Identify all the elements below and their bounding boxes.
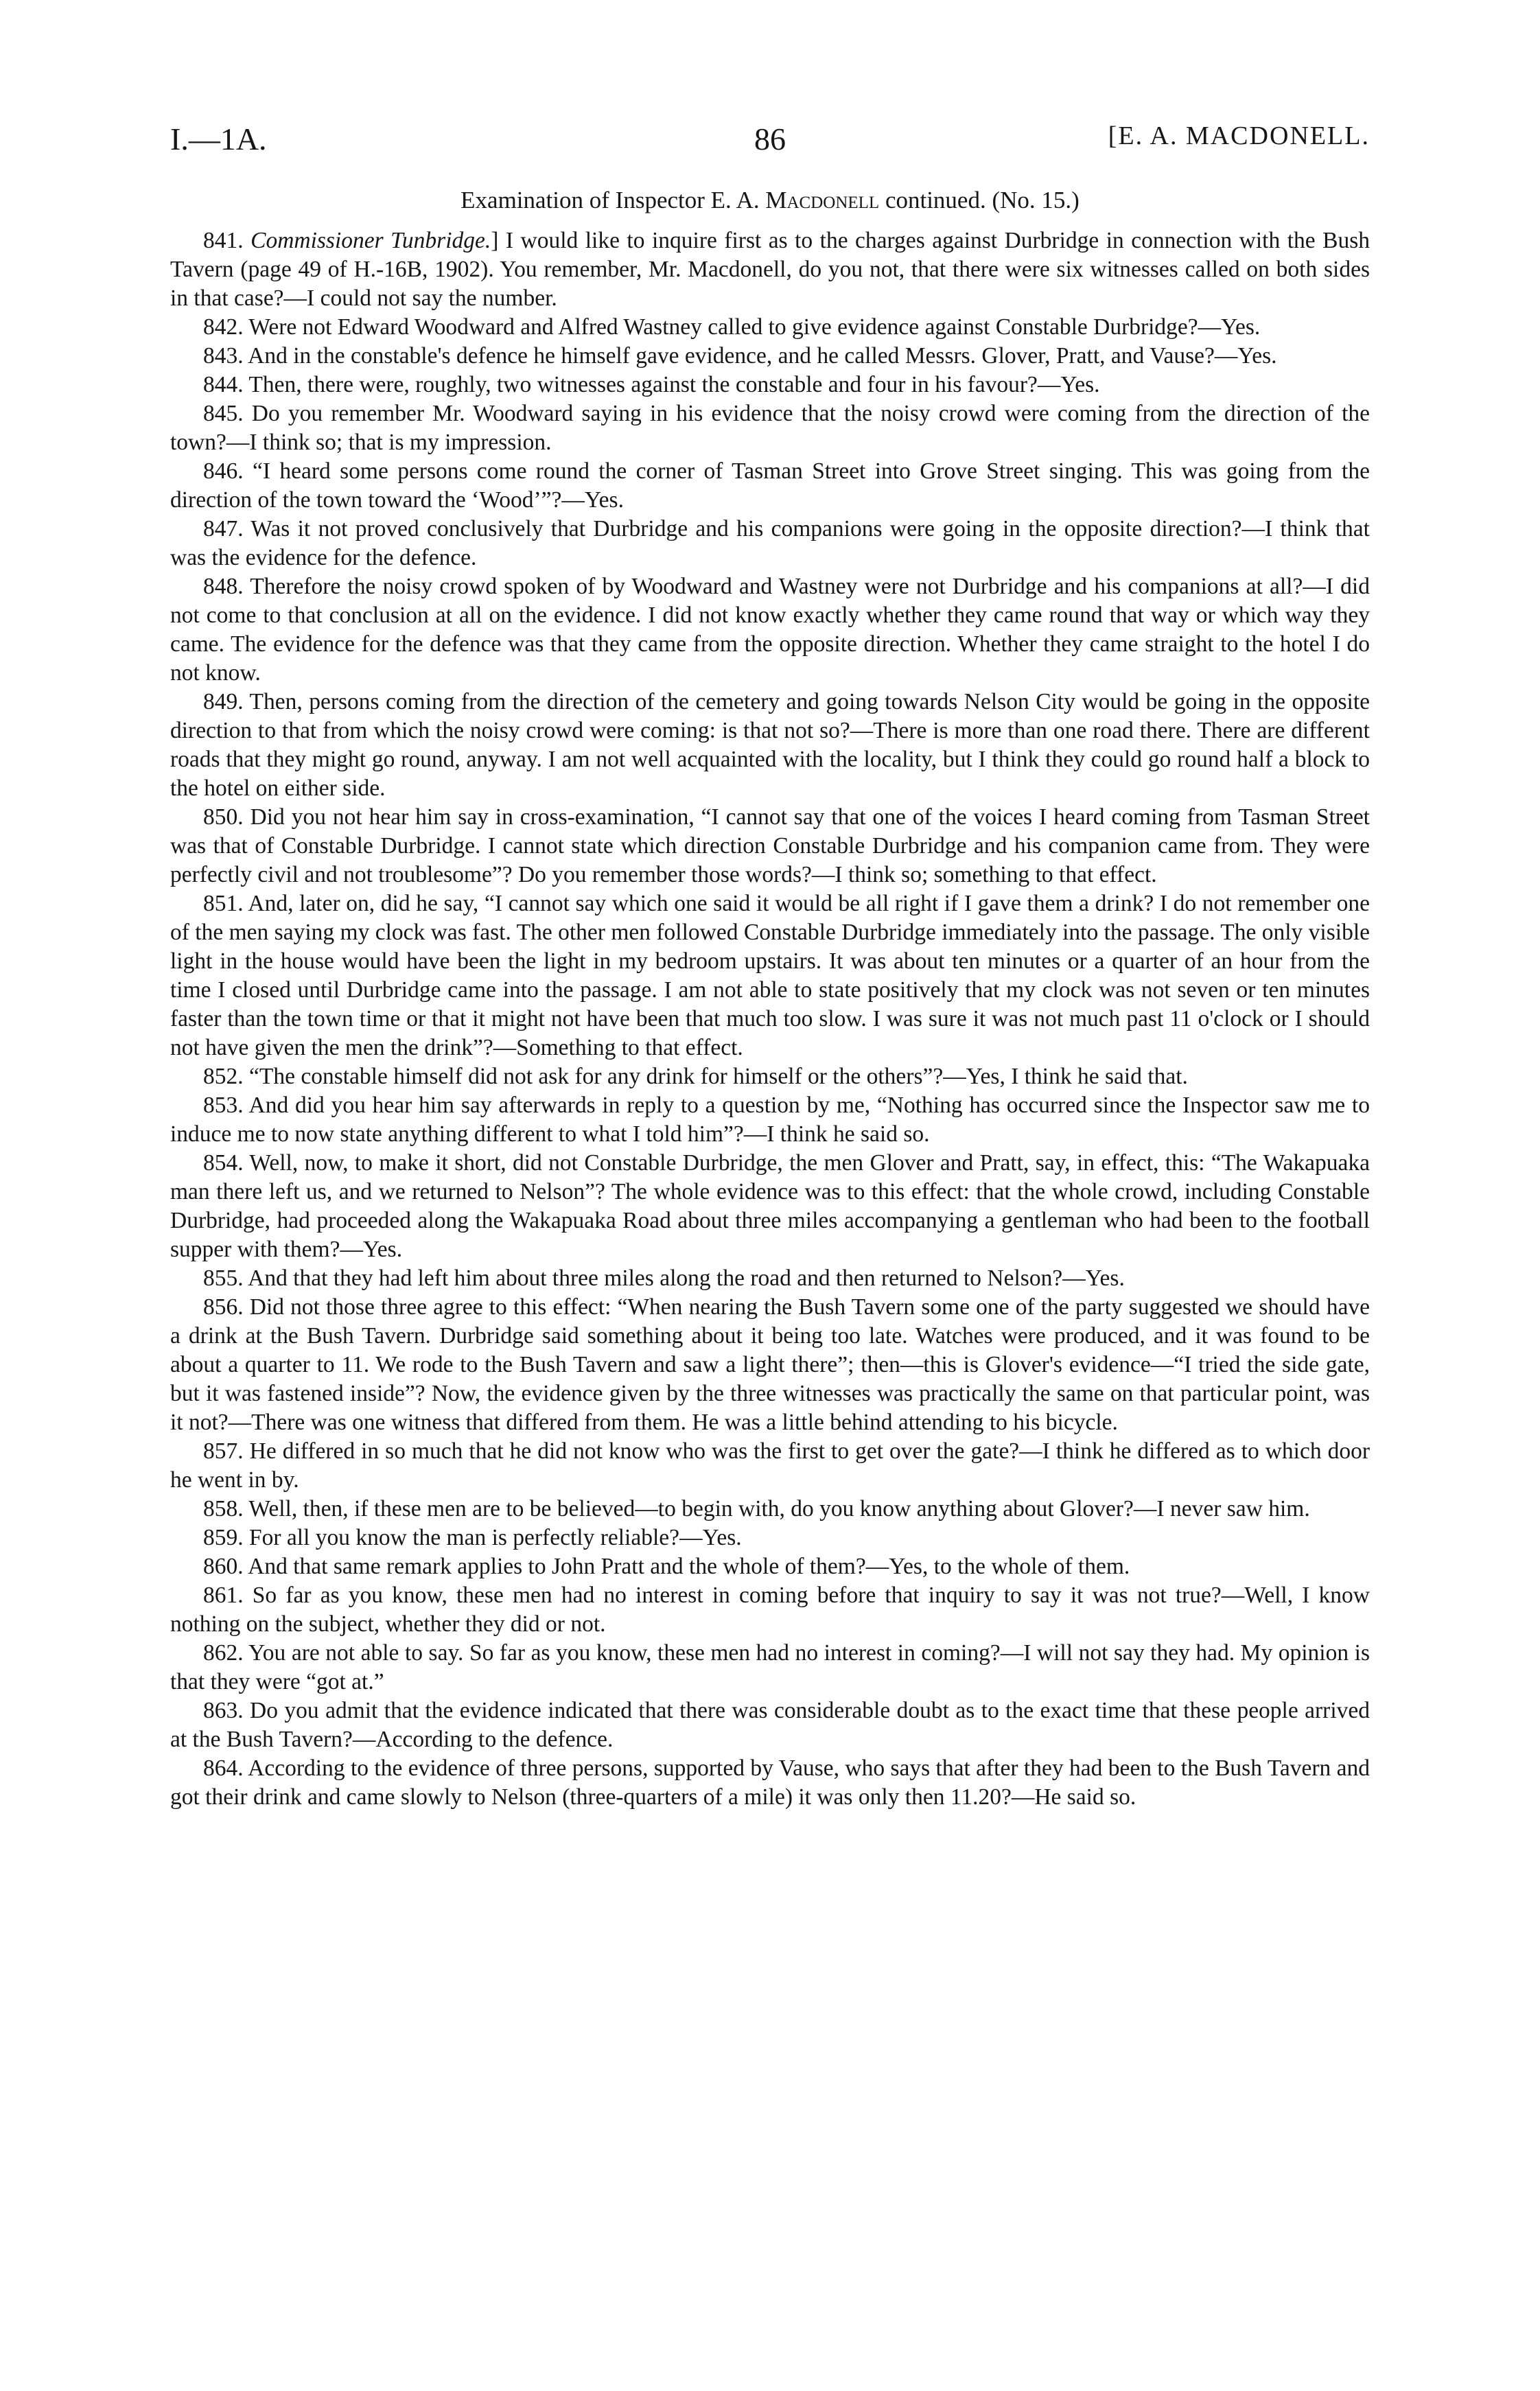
question-number: 854. bbox=[203, 1150, 244, 1176]
witness-name-header: [E. A. MACDONELL. bbox=[1108, 121, 1370, 150]
question-paragraph bbox=[170, 572, 1370, 688]
question-number: 853. bbox=[203, 1093, 244, 1118]
question-text: Did you not hear him say in cross-examination, “I cannot say that one of the voices I heard coming from Tasman Street was that of Constable Durbridge. I cannot state which direction Constable Durbridge and his companion came from. They were perfectly civil and not troublesome”? Do you remember those words?—I think so; something to that effect. bbox=[170, 804, 1370, 887]
question-text: Was it not proved conclusively that Durbridge and his companions were going in the opposite direction?—I think that was the evidence for the defence. bbox=[170, 516, 1370, 570]
title-suffix: continued. (No. 15.) bbox=[879, 187, 1080, 213]
question-number: 841. bbox=[203, 228, 244, 253]
question-paragraph bbox=[170, 1639, 1370, 1696]
title-name: Macdonell bbox=[765, 187, 880, 213]
title-prefix: Examination of Inspector E. A. bbox=[460, 187, 766, 213]
question-text: ] I would like to inquire first as to the charges against Durbridge in connection with the Bush Tavern (page 49 of H.-16B, 1902). You remember, Mr. Macdonell, do you not, that there were six witnesses called on both sides in that case?—I could not say the number. bbox=[170, 228, 1370, 311]
question-text: “The constable himself did not ask for any drink for himself or the others”?—Yes, I think he said that. bbox=[249, 1064, 1188, 1089]
question-paragraph bbox=[170, 1524, 1370, 1552]
question-paragraph bbox=[170, 1091, 1370, 1149]
question-text: Do you admit that the evidence indicated that there was considerable doubt as to the exact time that these people arrived at the Bush Tavern?—According to the defence. bbox=[170, 1698, 1370, 1752]
question-paragraph bbox=[170, 1581, 1370, 1639]
question-paragraph bbox=[170, 226, 1370, 313]
page-number: 86 bbox=[754, 121, 786, 156]
question-number: 857. bbox=[203, 1438, 244, 1464]
question-text: Well, then, if these men are to be believed—to begin with, do you know anything about Glover?—I never saw him. bbox=[248, 1496, 1310, 1521]
question-number: 842. bbox=[203, 314, 244, 340]
question-number: 863. bbox=[203, 1698, 244, 1723]
question-paragraph bbox=[170, 1495, 1370, 1524]
question-paragraph bbox=[170, 889, 1370, 1062]
question-text: And, later on, did he say, “I cannot say which one said it would be all right if I gave them a drink? I do not remember one of the men saying my clock was fast. The other men followed Constable Durbridge immediately into the passage. The only visible light in the house would have been the light in my bedroom upstairs. It was about ten minutes or a quarter of an hour from the time I closed until Durbridge came into the passage. I am not able to state positively that my clock was not seven or ten minutes faster than the town time or that it might not have been that much too slow. I was sure it was not much past 11 o'clock or I should not have given the men the drink”?—Something to that effect. bbox=[170, 891, 1370, 1060]
question-paragraph bbox=[170, 371, 1370, 399]
question-text: Were not Edward Woodward and Alfred Wastney called to give evidence against Constable Durbridge?—Yes. bbox=[248, 314, 1261, 340]
question-number: 856. bbox=[203, 1294, 244, 1320]
question-number: 852. bbox=[203, 1064, 244, 1089]
question-text: He differed in so much that he did not know who was the first to get over the gate?—I think he differed as to which door he went in by. bbox=[170, 1438, 1370, 1493]
page-header bbox=[170, 121, 1370, 169]
question-number: 858. bbox=[203, 1496, 244, 1521]
question-paragraph bbox=[170, 1437, 1370, 1495]
question-text: For all you know the man is perfectly reliable?—Yes. bbox=[249, 1525, 742, 1550]
question-paragraph bbox=[170, 1293, 1370, 1437]
section-title bbox=[170, 187, 1370, 214]
question-number: 859. bbox=[203, 1525, 244, 1550]
question-number: 851. bbox=[203, 891, 244, 916]
question-number: 864. bbox=[203, 1756, 244, 1781]
speaker-name: Commissioner Tunbridge. bbox=[250, 228, 491, 253]
question-text: Well, now, to make it short, did not Constable Durbridge, the men Glover and Pratt, say, in effect, this: “The Wakapuaka man there left us, and we returned to Nelson”? The whole evidence was to this effect: that the whole crowd, including Constable Durbridge, had proceeded along the Wakapuaka Road about three miles accompanying a gentleman who had been to the football supper with them?—Yes. bbox=[170, 1150, 1370, 1262]
question-paragraph bbox=[170, 1062, 1370, 1091]
question-text: So far as you know, these men had no interest in coming before that inquiry to say it was not true?—Well, I know nothing on the subject, whether they did or not. bbox=[170, 1583, 1370, 1637]
question-paragraph bbox=[170, 1552, 1370, 1581]
question-paragraph bbox=[170, 1149, 1370, 1264]
question-text: And that they had left him about three miles along the road and then returned to Nelson?—Yes. bbox=[248, 1266, 1125, 1291]
question-text: Then, there were, roughly, two witnesses against the constable and four in his favour?—Yes. bbox=[248, 372, 1100, 397]
question-text: Therefore the noisy crowd spoken of by Woodward and Wastney were not Durbridge and his companions at all?—I did not come to that conclusion at all on the evidence. I did not know exactly whether they came round that way or which way they came. The evidence for the defence was that they came from the opposite direction. Whether they came straight to the hotel I do not know. bbox=[170, 574, 1370, 686]
question-paragraph bbox=[170, 342, 1370, 371]
question-text: According to the evidence of three persons, supported by Vause, who says that after they had been to the Bush Tavern and got their drink and came slowly to Nelson (three-quarters of a mile) it was only then 11.20?—He said so. bbox=[170, 1756, 1370, 1810]
document-reference: I.—1A. bbox=[170, 121, 267, 156]
question-number: 843. bbox=[203, 343, 244, 369]
question-paragraph bbox=[170, 399, 1370, 457]
question-text: And did you hear him say afterwards in reply to a question by me, “Nothing has occurred since the Inspector saw me to induce me to now state anything different to what I told him”?—I think he said so. bbox=[170, 1093, 1370, 1147]
question-text: Do you remember Mr. Woodward saying in his evidence that the noisy crowd were coming from the direction of the town?—I think so; that is my impression. bbox=[170, 401, 1370, 455]
question-number: 860. bbox=[203, 1554, 244, 1579]
question-paragraph bbox=[170, 1696, 1370, 1754]
question-text: Then, persons coming from the direction of the cemetery and going towards Nelson City would be going in the opposite direction to that from which the noisy crowd were coming: is that not so?—There is more than one road there. There are different roads that they might go round, anyway. I am not well acquainted with the locality, but I think they could go round half a block to the hotel on either side. bbox=[170, 689, 1370, 801]
question-paragraph bbox=[170, 313, 1370, 342]
question-paragraph bbox=[170, 688, 1370, 803]
question-paragraph bbox=[170, 803, 1370, 889]
question-number: 862. bbox=[203, 1640, 244, 1666]
question-number: 848. bbox=[203, 574, 244, 599]
question-text: “I heard some persons come round the corner of Tasman Street into Grove Street singing. This was going from the direction of the town toward the ‘Wood’”?—Yes. bbox=[170, 458, 1370, 513]
question-paragraph bbox=[170, 457, 1370, 515]
examination-body bbox=[170, 226, 1370, 1812]
question-paragraph bbox=[170, 515, 1370, 572]
question-number: 847. bbox=[203, 516, 244, 541]
question-text: And in the constable's defence he himself gave evidence, and he called Messrs. Glover, Pratt, and Vause?—Yes. bbox=[248, 343, 1277, 369]
question-number: 861. bbox=[203, 1583, 244, 1608]
question-paragraph bbox=[170, 1264, 1370, 1293]
question-text: You are not able to say. So far as you know, these men had no interest in coming?—I will not say they had. My opinion is that they were “got at.” bbox=[170, 1640, 1370, 1694]
question-number: 845. bbox=[203, 401, 244, 426]
question-number: 846. bbox=[203, 458, 244, 484]
question-text: And that same remark applies to John Pratt and the whole of them?—Yes, to the whole of them. bbox=[248, 1554, 1130, 1579]
question-number: 849. bbox=[203, 689, 244, 714]
question-paragraph bbox=[170, 1754, 1370, 1812]
question-number: 844. bbox=[203, 372, 244, 397]
question-number: 850. bbox=[203, 804, 244, 830]
question-number: 855. bbox=[203, 1266, 244, 1291]
question-text: Did not those three agree to this effect: “When nearing the Bush Tavern some one of the party suggested we should have a drink at the Bush Tavern. Durbridge said something about it being too late. Watches were produced, and it was found to be about a quarter to 11. We rode to the Bush Tavern and saw a light there”; then—this is Glover's evidence—“I tried the side gate, but it was fastened inside”? Now, the evidence given by the three witnesses was practically the same on that particular point, was it not?—There was one witness that differed from them. He was a little behind attending to his bicycle. bbox=[170, 1294, 1370, 1435]
